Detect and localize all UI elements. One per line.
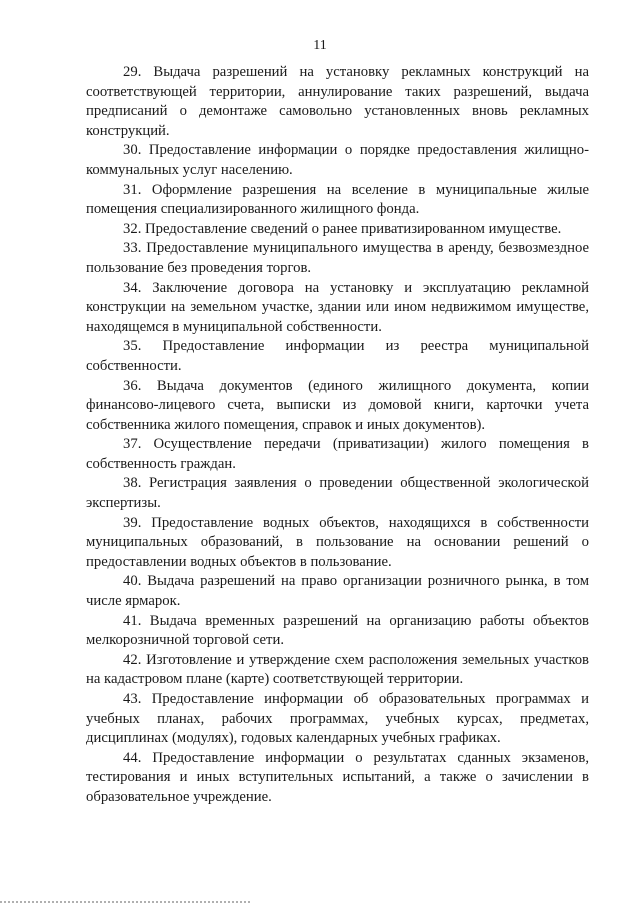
services-list [86,63,589,808]
list-item: 36. Выдача документов (единого жилищного документа, копии финансово-лицевого счета, выписки из домовой книги, карточки учета собственника жилого помещения, справок и иных документов). [86,377,589,433]
list-item: 41. Выдача временных разрешений на организацию работы объектов мелкорозничной торговой сети. [86,612,589,649]
list-item: 33. Предоставление муниципального имущества в аренду, безвозмездное пользование без проведения торгов. [86,240,589,276]
list-item: 29. Выдача разрешений на установку рекламных конструкций на соответствующей территории, аннулирование таких разрешений, выдача предписаний о демонтаже самовольно установленных вновь рекламных конструкций. [86,64,589,139]
list-item: 42. Изготовление и утверждение схем расположения земельных участков на кадастровом плане (карте) соответствующей территории. [86,651,589,688]
list-item: 39. Предоставление водных объектов, находящихся в собственности муниципальных образований, в пользование на основании решений о предоставлении водных объектов в пользование. [86,514,589,570]
list-item: 44. Предоставление информации о результатах сданных экзаменов, тестирования и иных вступительных испытаний, а также о зачислении в образовательное учреждение. [86,749,589,805]
list-item: 34. Заключение договора на установку и эксплуатацию рекламной конструкции на земельном участке, здании или ином недвижимом имуществе, находящемся в муниципальной собственности. [86,279,589,335]
list-item: 37. Осуществление передачи (приватизации) жилого помещения в собственность граждан. [86,436,589,472]
list-item: 38. Регистрация заявления о проведении общественной экологической экспертизы. [86,475,589,512]
list-item: 31. Оформление разрешения на вселение в муниципальные жилые помещения специализированного жилищного фонда. [86,181,589,218]
list-item: 43. Предоставление информации об образовательных программах и учебных планах, рабочих программах, учебных курсах, предметах, дисциплинах (модулях), годовых календарных учебных графиках. [86,691,589,747]
page-number: 11 [313,38,327,53]
list-item: 30. Предоставление информации о порядке предоставления жилищно-коммунальных услуг населению. [86,142,589,178]
list-item: 40. Выдача разрешений на право организации розничного рынка, в том числе ярмарок. [86,573,589,610]
scan-edge-divider [0,901,250,903]
list-item: 32. Предоставление сведений о ранее приватизированном имуществе. [123,220,562,237]
list-item: 35. Предоставление информации из реестра муниципальной собственности. [86,338,589,374]
